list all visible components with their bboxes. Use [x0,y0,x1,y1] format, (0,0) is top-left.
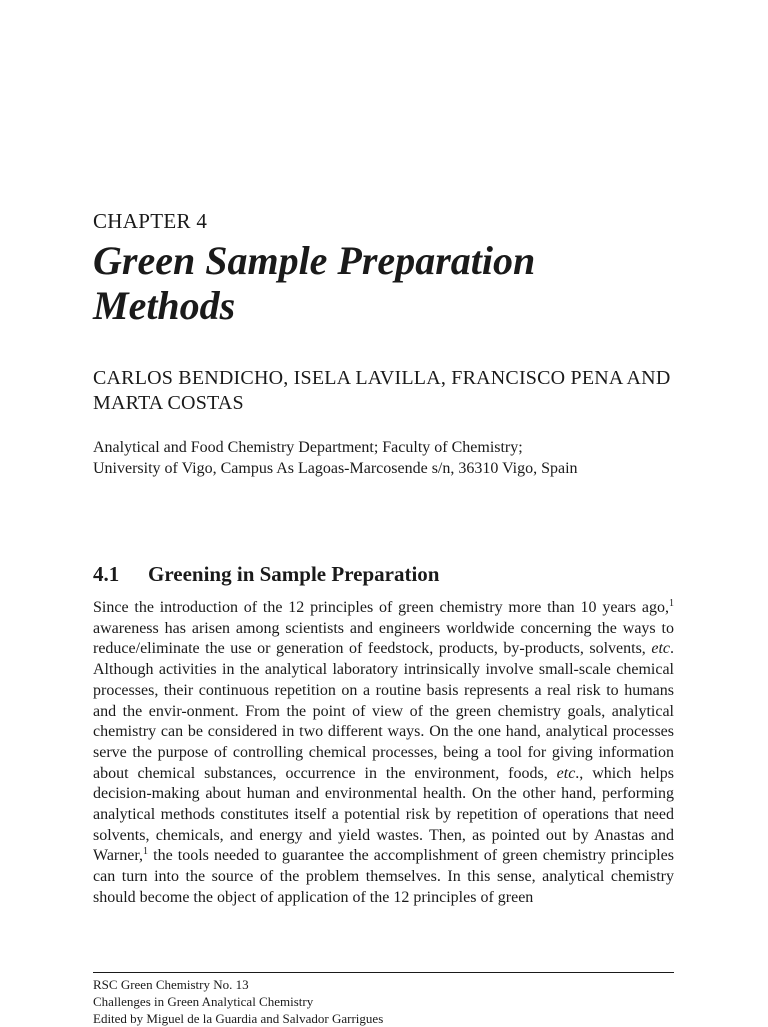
body-text-part-5: the tools needed to guarantee the accomplishment of green chemistry principles can turn into the source of the problem themselves. In this sense, analytical chemistry should become the object of application of the 12 principles of green [93,847,674,906]
book-footer [93,976,674,1027]
editors-line: Edited by Miguel de la Guardia and Salvador Garrigues [93,1011,384,1026]
section-number: 4.1 [93,562,120,586]
chapter-title: Green Sample Preparation Methods [93,238,536,328]
body-text-part-3: . Although activities in the analytical laboratory intrinsically involve small-scale chemical processes, their continuous repetition on a routine basis represents a real risk to humans and the envir-onment. From the point of view of the green chemistry goals, analytical chemistry can be considered in two different ways. On the one hand, analytical processes serve the purpose of controlling chemical processes, being a tool for giving information about chemical substances, occurrence in the environment, foods, [93,640,674,782]
body-text-part-2: awareness has arisen among scientists and engineers worldwide concerning the ways to reduce/eliminate the use or generation of feedstock, products, by-products, solvents, [93,619,674,658]
reference-marker[interactable]: 1 [143,846,149,858]
document-page [93,0,674,1024]
affiliation-line-2: University of Vigo, Campus As Lagoas-Marcosende s/n, 36310 Vigo, Spain [93,460,578,477]
affiliation-line-1: Analytical and Food Chemistry Department; Faculty of Chemistry; [93,439,523,456]
author-list: CARLOS BENDICHO, ISELA LAVILLA, FRANCISCO PENA AND MARTA COSTAS [93,367,671,414]
etc-italic: etc [556,764,576,782]
affiliation [93,437,693,479]
body-paragraph [93,598,674,909]
footer-divider [93,972,674,973]
section-heading [93,562,439,587]
etc-italic: etc [651,640,670,658]
series-line: RSC Green Chemistry No. 13 [93,977,249,992]
section-title: Greening in Sample Preparation [148,562,440,586]
body-text-part-4: ., which helps decision-making about human and environmental health. On the other hand, performing analytical methods constitutes itself a potential risk by repetition of operations that need solvents, chemicals, and energy and yield wastes. Then, as pointed out by Anastas and Warner, [93,764,675,865]
body-text-part-1: Since the introduction of the 12 principles of green chemistry more than 10 years ago, [93,599,669,616]
book-title-line: Challenges in Green Analytical Chemistry [93,994,314,1009]
chapter-label: CHAPTER 4 [93,209,208,233]
reference-marker[interactable]: 1 [669,598,674,609]
